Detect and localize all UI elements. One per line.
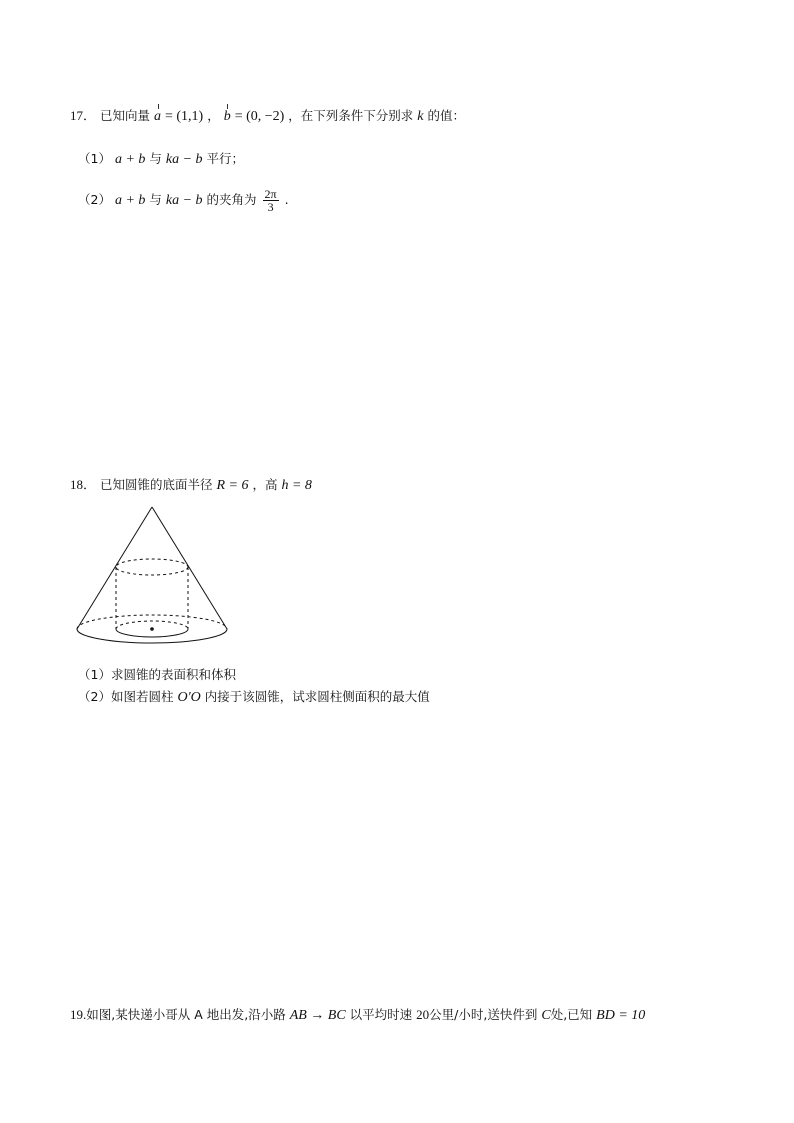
q17-part2-conn: 与 [149,192,162,207]
q17-intro-end: 的值： [427,108,466,123]
q19-bd: BD = 10 [596,1008,646,1023]
q17-part2-sum: a + b [114,193,146,208]
cone-cylinder-figure [74,505,234,645]
q17-part2-label: （2） [78,192,111,207]
q17-part2-end: . [284,192,289,207]
q17-part1-label: （1） [78,151,111,166]
q19-speed: 20 [416,1007,430,1022]
q18-intro: 已知圆锥的底面半径 [100,477,213,492]
q18-sep: ，高 [252,477,278,492]
q17-intro-a: 已知向量 [100,108,151,123]
q17-part2-diff: ka − b [165,193,203,208]
k-symbol: k [417,109,424,124]
q19-stem [70,1006,645,1025]
q17-sep: ， [207,108,220,123]
q19-text-2: 以平均时速 [349,1007,413,1022]
q17-part1-conn: 与 [149,151,162,166]
cylinder-name: O′O [177,690,201,705]
q18-part1: （1）求圆锥的表面积和体积 [78,667,236,682]
q19-number: 19. [70,1007,87,1022]
q19-point-c: C [541,1008,551,1023]
vector-b: b [223,109,231,124]
q17-part1-sum: a + b [114,152,146,167]
q17-part2-text: 的夹角为 [206,192,257,207]
q18-number: 18． [70,477,97,492]
fraction-denominator: 3 [267,200,274,214]
cone-base-back [77,615,227,629]
base-center-point [150,627,154,631]
radius-value: R = 6 [216,478,249,493]
q18-part2 [78,688,430,707]
q17-part1-text: 平行； [206,151,245,166]
q19-text-1: 如图,某快递小哥从 A 地出发,沿小路 [86,1007,286,1022]
q18-part2-label: （2）如图若圆柱 [78,689,174,704]
q19-text-4: 处,已知 [550,1007,593,1022]
q17-part2 [78,186,289,215]
q17-part1 [78,150,244,169]
q17-part1-diff: ka − b [165,152,203,167]
fraction-numerator: 2π [264,187,277,201]
vector-a-value: = (1,1) [164,109,204,124]
q17-intro-b: ，在下列条件下分别求 [288,108,414,123]
angle-fraction [263,188,279,213]
cylinder-top [116,559,188,575]
q17-number: 17． [70,108,97,123]
height-value: h = 8 [281,478,312,493]
q17-stem [70,107,465,126]
cone-right-edge [152,507,227,629]
q19-path: AB → BC [289,1008,346,1023]
cone-base-front [77,629,227,643]
q18-stem [70,476,312,495]
q18-part2-text: 内接于该圆锥，试求圆柱侧面积的最大值 [204,689,430,704]
vector-b-value: = (0, −2) [234,109,285,124]
q19-text-3: 公里/小时,送快件到 [429,1007,538,1022]
cone-left-edge [77,507,152,629]
vector-a: a [154,109,161,124]
